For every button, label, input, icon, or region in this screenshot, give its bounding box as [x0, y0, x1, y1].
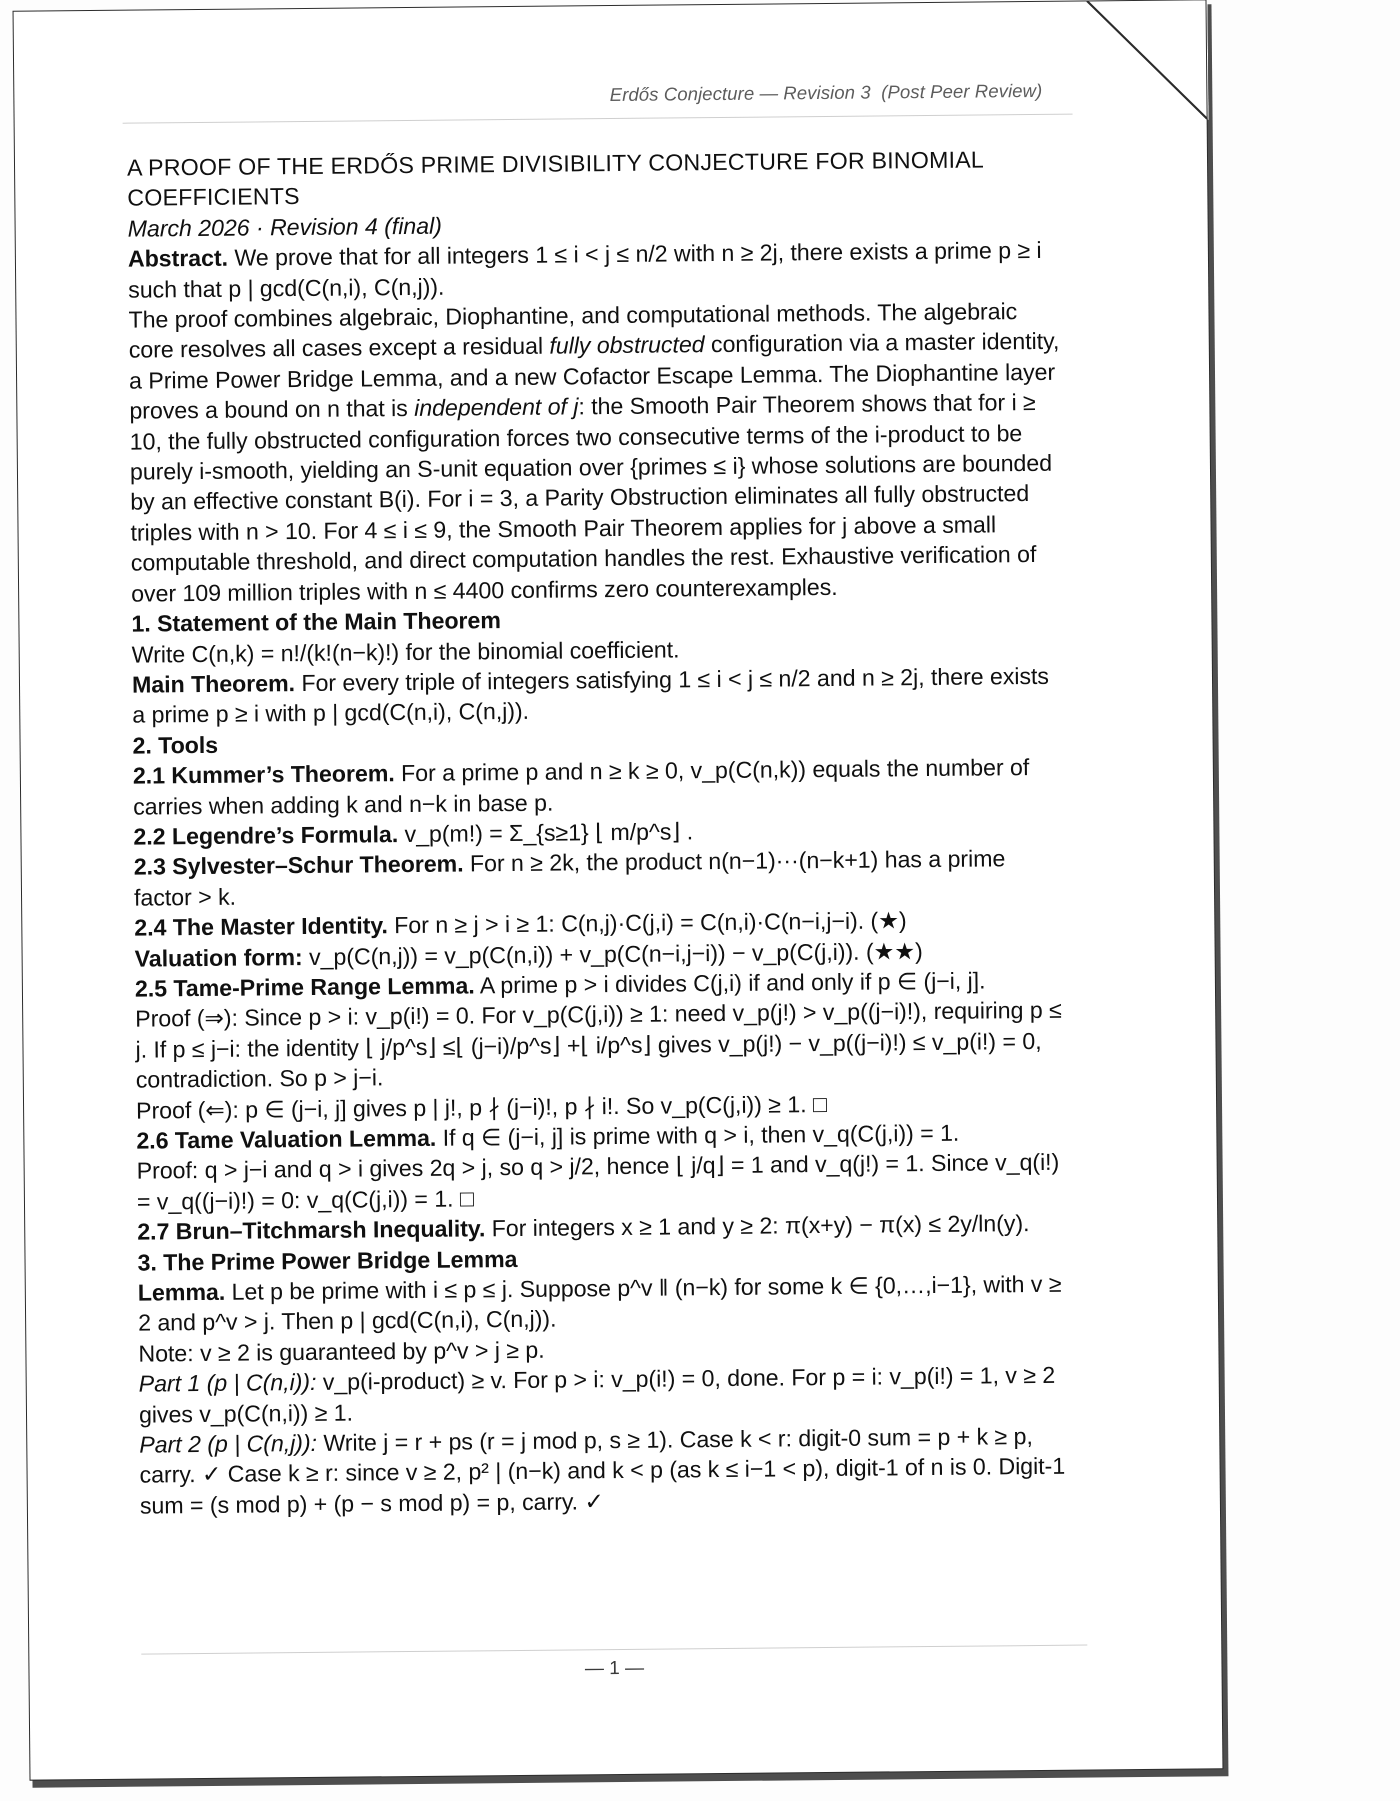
tool-text: v_p(C(n,j)) = v_p(C(n,i)) + v_p(C(n−i,j−i)) − v_p(C(j,i)). (★★)	[302, 937, 923, 970]
tool-item	[133, 752, 1066, 822]
main-theorem-text: For every triple of integers satisfying 1 ≤ i < j ≤ n/2 and n ≥ 2j, there exists a prime p ≥ i with p | gcd(C(n,i), C(n,j)).	[132, 662, 1050, 728]
part-1-label: Part 1 (p | C(n,i)):	[138, 1369, 317, 1397]
tool-item	[134, 843, 1067, 913]
bridge-lemma-label: Lemma.	[137, 1278, 226, 1306]
bridge-part-2	[139, 1421, 1072, 1521]
proof-backward: Proof (⇐): p ∈ (j−i, j] gives p | j!, p ∤ (j−i)!, p ∤ i!. So v_p(C(j,i)) ≥ 1. □	[135, 1090, 827, 1124]
main-theorem-label: Main Theorem.	[131, 669, 296, 698]
bridge-lemma-note: Note: v ≥ 2 is guaranteed by p^v > j ≥ p.	[138, 1336, 545, 1367]
tool-text: A prime p > i divides C(j,i) if and only if p ∈ (j−i, j].	[474, 967, 986, 999]
main-theorem	[132, 661, 1065, 731]
abstract-label: Abstract.	[127, 244, 229, 272]
tool-text: For n ≥ 2k, the product n(n−1)···(n−k+1) has a prime factor > k.	[133, 845, 1006, 911]
document-body	[127, 144, 1072, 1521]
tool-label: 2.1 Kummer’s Theorem.	[132, 760, 395, 789]
tool-text: For n ≥ j > i ≥ 1: C(n,j)·C(j,i) = C(n,i)·C(n−i,j−i). (★)	[387, 907, 907, 939]
abstract-body	[128, 296, 1063, 609]
proof-forward: Proof (⇒): Since p > i: v_p(i!) = 0. For v_p(C(j,i)) ≥ 1: need v_p(j!) > v_p((j−i)!), requiring p ≤ j. If p ≤ j−i: the identity ⌊ j/p^s⌋ ≤⌊ (j−i)/p^s⌋ +⌊ i/p^s⌋ gives v_p(j!) − v_p((j−i)!) ≤ v_p(i!) = 0, contradiction. So p > j−i.	[135, 997, 1062, 1093]
section-3-heading: 3. The Prime Power Bridge Lemma	[137, 1245, 518, 1276]
abstract-body-1: The proof combines algebraic, Diophantine, and computational methods. The algebraic core resolves all cases except a residual	[128, 298, 1018, 364]
part-1-text: v_p(i-product) ≥ v. For p > i: v_p(i!) = 0, done. For p = i: v_p(i!) = 1, v ≥ 2 gives v_p(C(n,i)) ≥ 1.	[138, 1362, 1056, 1428]
tame-valuation-text: If q ∈ (j−i, j] is prime with q > i, then v_q(C(j,i)) = 1.	[436, 1119, 960, 1151]
page-content	[14, 0, 1223, 1779]
abstract-body-2: configuration via a master identity, a Prime Power Bridge Lemma, and a new Cofactor Escape Lemma. The Diophantine layer proves a bound on n that is	[128, 328, 1060, 424]
tool-label: 2.2 Legendre’s Formula.	[133, 821, 399, 850]
tool-text: v_p(m!) = Σ_{s≥1} ⌊ m/p^s⌋ .	[398, 818, 694, 848]
abstract-body-3: : the Smooth Pair Theorem shows that for i ≥ 10, the fully obstructed configuration forces two consecutive terms of the i-product to be purely i-smooth, yielding an S-unit equation over {primes ≤ i} whose solutions are bounded by an effective constant B(i). For i = 3, a Parity Obstruction eliminates all fully obstructed triples with n > 10. For 4 ≤ i ≤ 9, the Smooth Pair Theorem applies for j above a small computable threshold, and direct computation handles the rest. Exhaustive verification of over 109 million triples with n ≤ 4400 confirms zero counterexamples.	[129, 389, 1053, 607]
page-number: — 1 —	[584, 1657, 645, 1680]
bridge-part-1	[139, 1360, 1072, 1430]
abstract-paragraph	[128, 235, 1061, 305]
abstract-emph-1: fully obstructed	[549, 331, 705, 360]
tool-label: 2.5 Tame-Prime Range Lemma.	[134, 972, 475, 1002]
bridge-lemma-text: Let p be prime with i ≤ p ≤ j. Suppose p^v ‖ (n−k) for some k ∈ {0,…,i−1}, with v ≥ 2 and p^v > j. Then p | gcd(C(n,i), C(n,j)).	[138, 1270, 1062, 1337]
tool-label: 2.4 The Master Identity.	[134, 912, 388, 941]
document-subtitle: March 2026 · Revision 4 (final)	[127, 212, 442, 242]
tool-text: For a prime p and n ≥ k ≥ 0, v_p(C(n,k)) equals the number of carries when adding k and n−k in base p.	[133, 754, 1030, 820]
binomial-definition: Write C(n,k) = n!/(k!(n−k)!) for the binomial coefficient.	[131, 635, 680, 668]
tool-label: 2.3 Sylvester–Schur Theorem.	[133, 850, 464, 880]
abstract-emph-2: independent of j	[414, 393, 579, 422]
section-2-heading: 2. Tools	[132, 731, 219, 759]
abstract-lead: We prove that for all integers 1 ≤ i < j ≤ n/2 with n ≥ 2j, there exists a prime p ≥ i such that p | gcd(C(n,i), C(n,j)).	[128, 237, 1042, 303]
proof-tame-valuation: Proof: q > j−i and q > i gives 2q > j, so q > j/2, hence ⌊ j/q⌋ = 1 and v_q(j!) = 1. Since v_q(i!) = v_q((j−i)!) = 0: v_q(C(j,i)) = 1. □	[136, 1149, 1060, 1215]
running-header: Erdős Conjecture — Revision 3 (Post Peer Review)	[609, 79, 1043, 106]
section-1-heading: 1. Statement of the Main Theorem	[131, 607, 501, 637]
brun-titchmarsh-label: 2.7 Brun–Titchmarsh Inequality.	[137, 1215, 486, 1245]
footer-rule	[141, 1645, 1087, 1655]
part-2-label: Part 2 (p | C(n,j)):	[139, 1429, 318, 1458]
page-title: A PROOF OF THE ERDŐS PRIME DIVISIBILITY CONJECTURE FOR BINOMIAL COEFFICIENTS	[126, 146, 984, 212]
header-rule	[123, 114, 1073, 124]
tame-valuation-label: 2.6 Tame Valuation Lemma.	[136, 1124, 437, 1154]
bridge-lemma	[138, 1269, 1071, 1339]
brun-titchmarsh-text: For integers x ≥ 1 and y ≥ 2: π(x+y) − π(x) ≤ 2y/ln(y).	[485, 1210, 1030, 1242]
document-page	[14, 0, 1223, 1779]
tool-label: Valuation form:	[134, 943, 303, 972]
part-2-text: Write j = r + ps (r = j mod p, s ≥ 1). Case k < r: digit-0 sum = p + k ≥ p, carry. ✓ Case k ≥ r: since v ≥ 2, p² | (n−k) and k < p (as k ≤ i−1 < p), digit-1 of n is 0. Digit-1 sum = (s mod p) + (p − s mod p) = p, carry. ✓	[139, 1423, 1066, 1519]
